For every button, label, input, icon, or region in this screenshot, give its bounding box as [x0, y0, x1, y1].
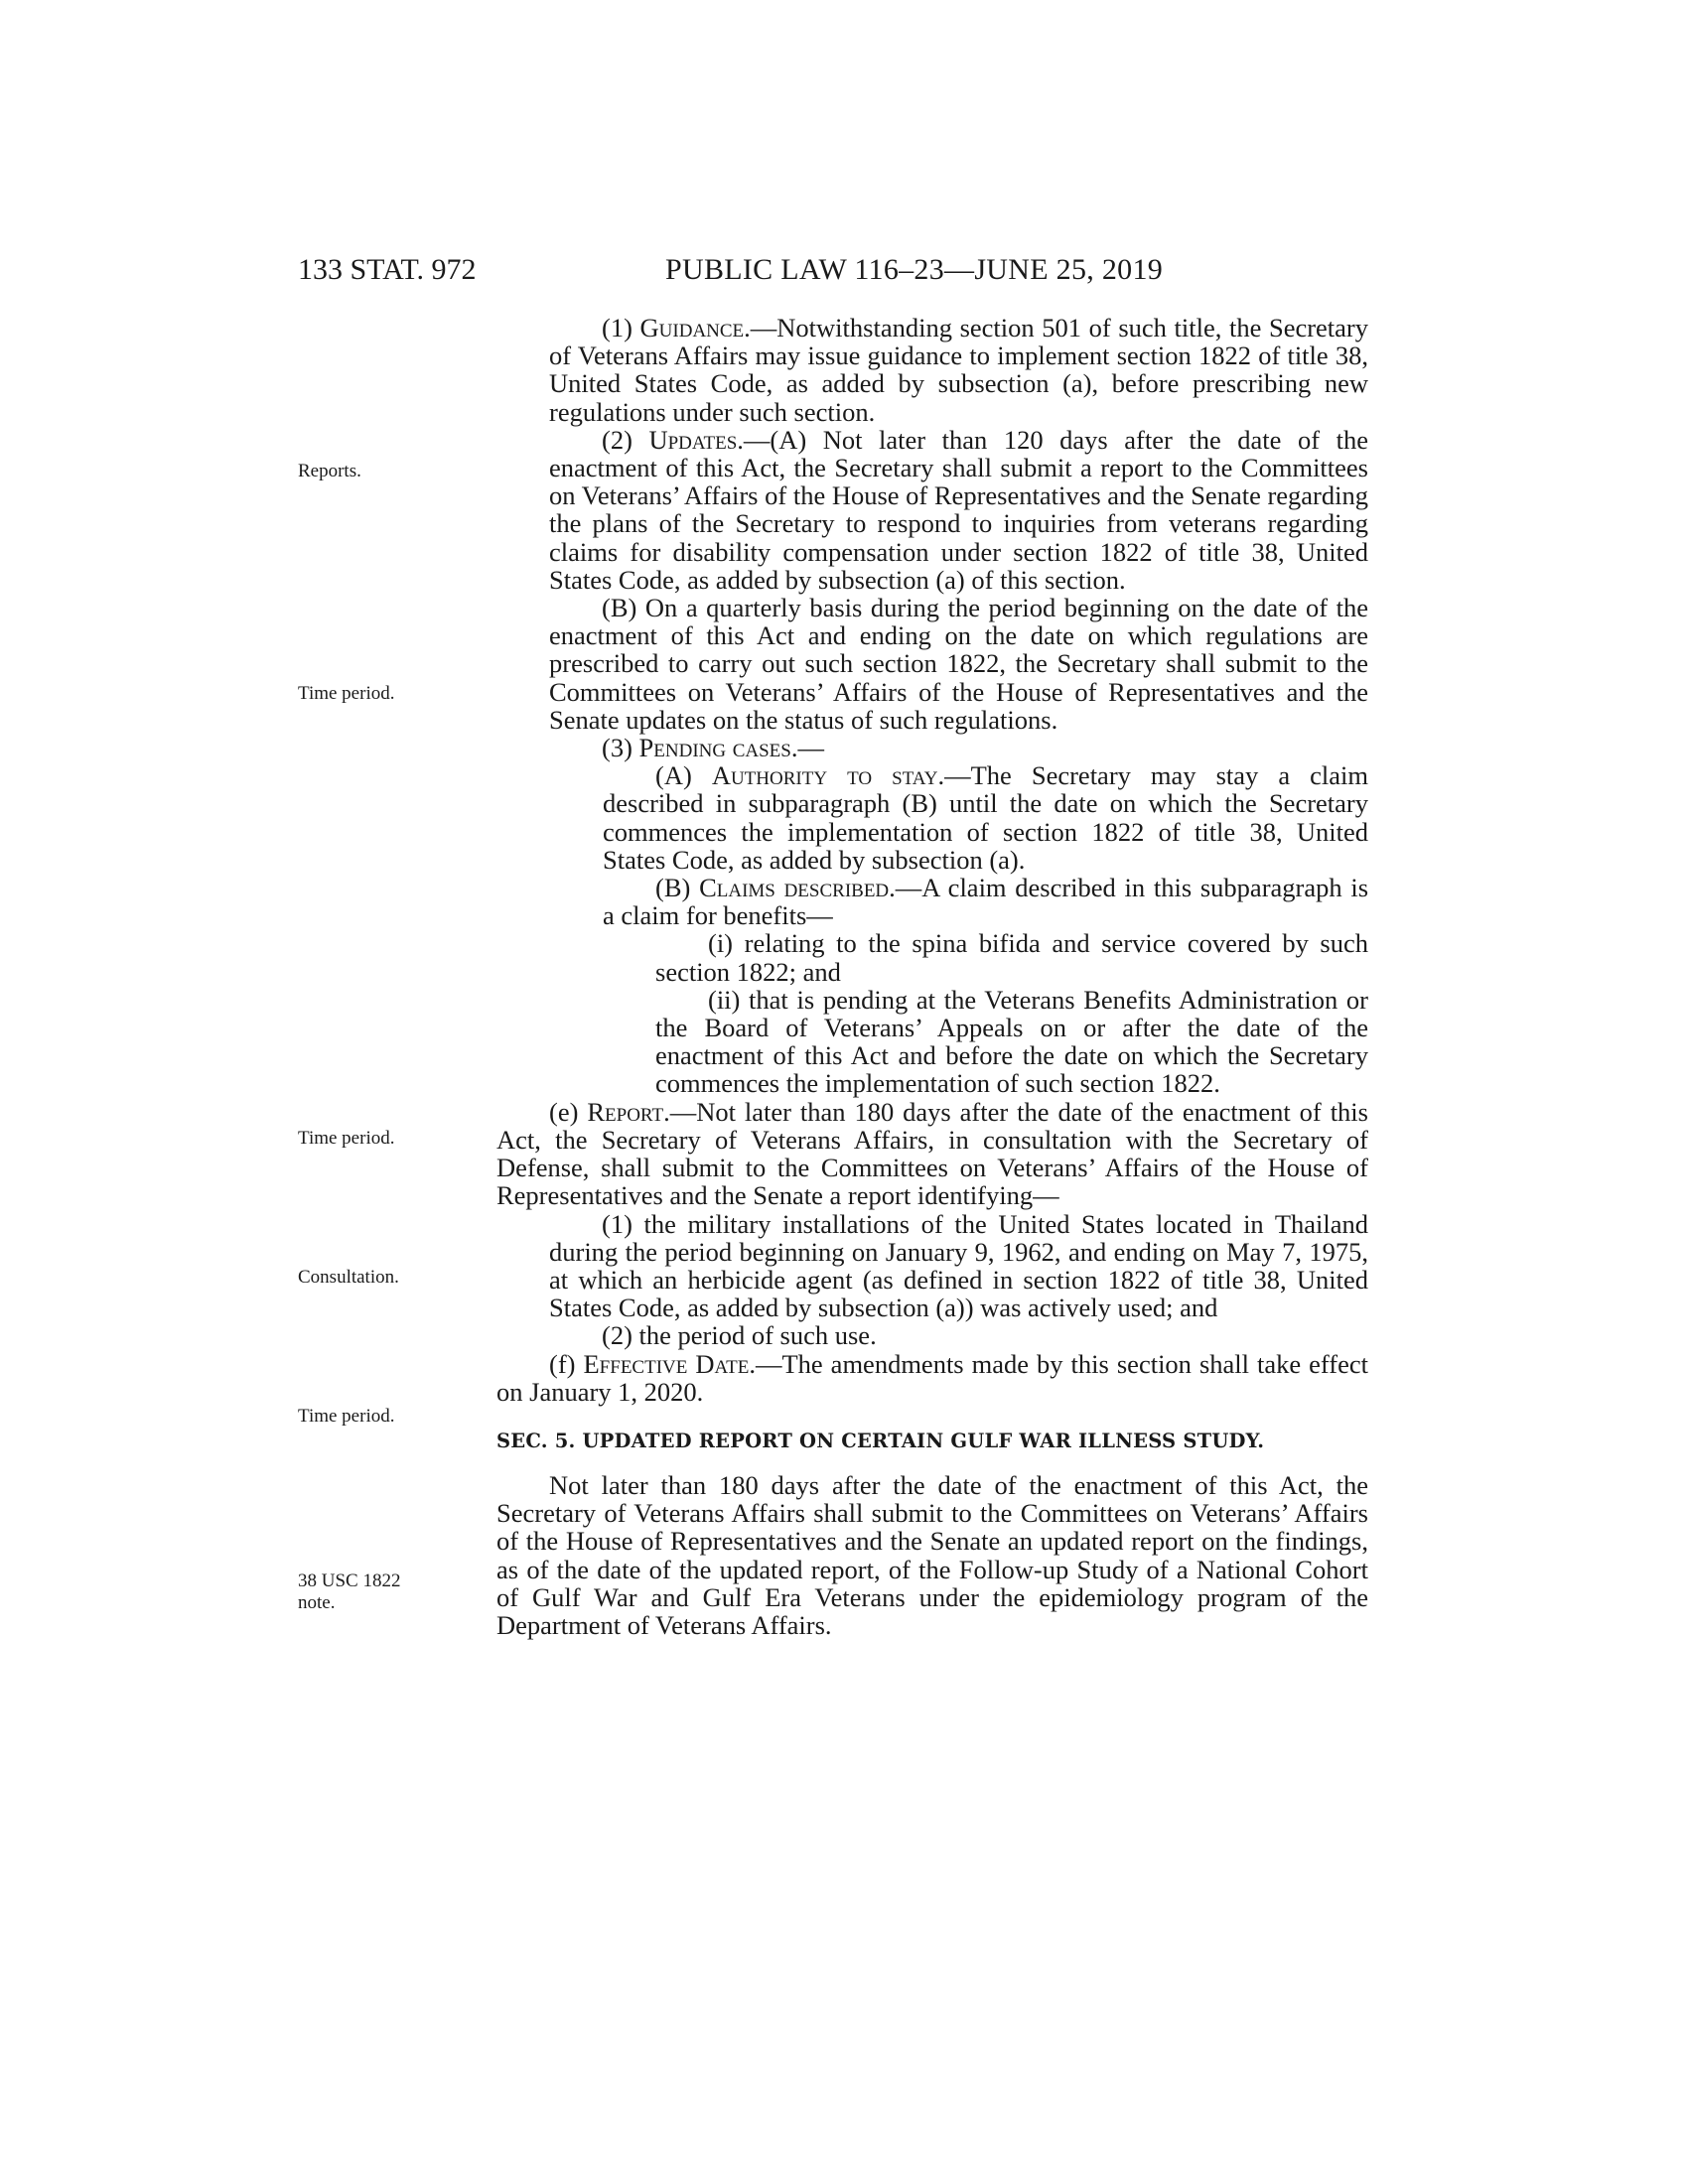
subparagraph-authority-to-stay: (A) Authority to stay.—The Secretary may stay a claim described in subparagraph (B) until the date on which the Secretary commences the implementation of section 1822 of title 38, United States Code, as added by subsection (a). — [603, 760, 1368, 875]
paragraph-pending-cases: (3) Pending cases.— — [602, 733, 824, 763]
report-item-2: (2) the period of such use. — [602, 1320, 877, 1351]
caption-guidance: Guidance — [639, 313, 745, 342]
margin-note-time-period: Time period. — [298, 1128, 395, 1149]
paragraph-updates: (2) Updates.—(A) Not later than 120 days after the date of the enactment of this Act, the Secretary shall submit a report to the Committees on Veterans’ Affairs of the House of Representatives and the Senate regarding the plans of the Secretary to respond to inquiries from veterans regarding claims for disability compensation under section 1822 of title 38, United States Code, as added by subsection (a) of this section. — [549, 424, 1368, 595]
statute-page-number: 133 STAT. 972 — [298, 253, 477, 286]
subparagraph-claims-described: (B) Claims described.—A claim described in this subparagraph is a claim for benefits— — [603, 873, 1369, 931]
caption-pending-cases: Pending cases — [638, 733, 791, 763]
paragraph-updates-b: (B) On a quarterly basis during the period beginning on the date of the enactment of this Act and ending on the date on which regulations are prescribed to carry out such section 1822, the Secretary shall submit to the Committees on Veterans’ Affairs of the House of Representatives and the Senate updates on the status of such regulations. — [549, 593, 1368, 735]
margin-note-time-period: Time period. — [298, 683, 395, 704]
caption-claims-described: Claims described — [699, 873, 890, 903]
paragraph-guidance: (1) Guidance.—Notwithstanding section 501 of such title, the Secretary of Veterans Affairs may issue guidance to implement section 1822 of title 38, United States Code, as added by subsection (a), before prescribing new regulations under such section. — [549, 313, 1369, 427]
law-text-body — [496, 314, 1368, 1639]
subsection-report: (e) Report.—Not later than 180 days after the date of the enactment of this Act, the Secretary of Veterans Affairs, in consultation with the Secretary of Defense, shall submit to the Committees on Veterans’ Affairs of the House of Representatives and the Senate a report identifying— — [496, 1096, 1368, 1211]
margin-note-consultation: Consultation. — [298, 1267, 399, 1288]
margin-note-usc-citation — [298, 1570, 467, 1614]
section-5-heading: SEC. 5. UPDATED REPORT ON CERTAIN GULF WAR ILLNESS STUDY. — [496, 1429, 1265, 1452]
page-header — [298, 250, 1390, 290]
section-5-text: Not later than 180 days after the date of the enactment of this Act, the Secretary of Veterans Affairs shall submit to the Committees on Veterans’ Affairs of the House of Representatives and the Senate an updated report on the findings, as of the date of the updated report, of the Follow-up Study of a National Cohort of Gulf War and Gulf Era Veterans under the epidemiology program of the Department of Veterans Affairs. — [496, 1469, 1368, 1640]
margin-note-time-period: Time period. — [298, 1406, 395, 1427]
clause-ii: (ii) that is pending at the Veterans Benefits Administration or the Board of Veterans’ Appeals on or after the date of the enactment of this Act and before the date on which the Secretary commences the implementation of such section 1822. — [655, 984, 1368, 1099]
margin-note-reports: Reports. — [298, 461, 361, 481]
caption-effective-date: Effective Date — [583, 1348, 750, 1379]
caption-updates: Updates — [648, 424, 738, 455]
report-item-1: (1) the military installations of the United States located in Thailand during the period beginning on January 9, 1962, and ending on May 7, 1975, at which an herbicide agent (as defined in section 1822 of title 38, United States Code, as added by subsection (a)) was actively used; and — [549, 1208, 1368, 1323]
caption-authority-to-stay: Authority to stay — [711, 760, 938, 791]
caption-report: Report — [587, 1096, 664, 1127]
clause-i: (i) relating to the spina bifida and service covered by such section 1822; and — [655, 928, 1368, 987]
usc-citation-note: note. — [298, 1592, 336, 1613]
usc-citation-line: 38 USC 1822 — [298, 1570, 401, 1591]
subsection-effective-date: (f) Effective Date.—The amendments made by this section shall take effect on January 1, 2020. — [496, 1348, 1368, 1407]
public-law-title: PUBLIC LAW 116–23—JUNE 25, 2019 — [665, 253, 1164, 286]
